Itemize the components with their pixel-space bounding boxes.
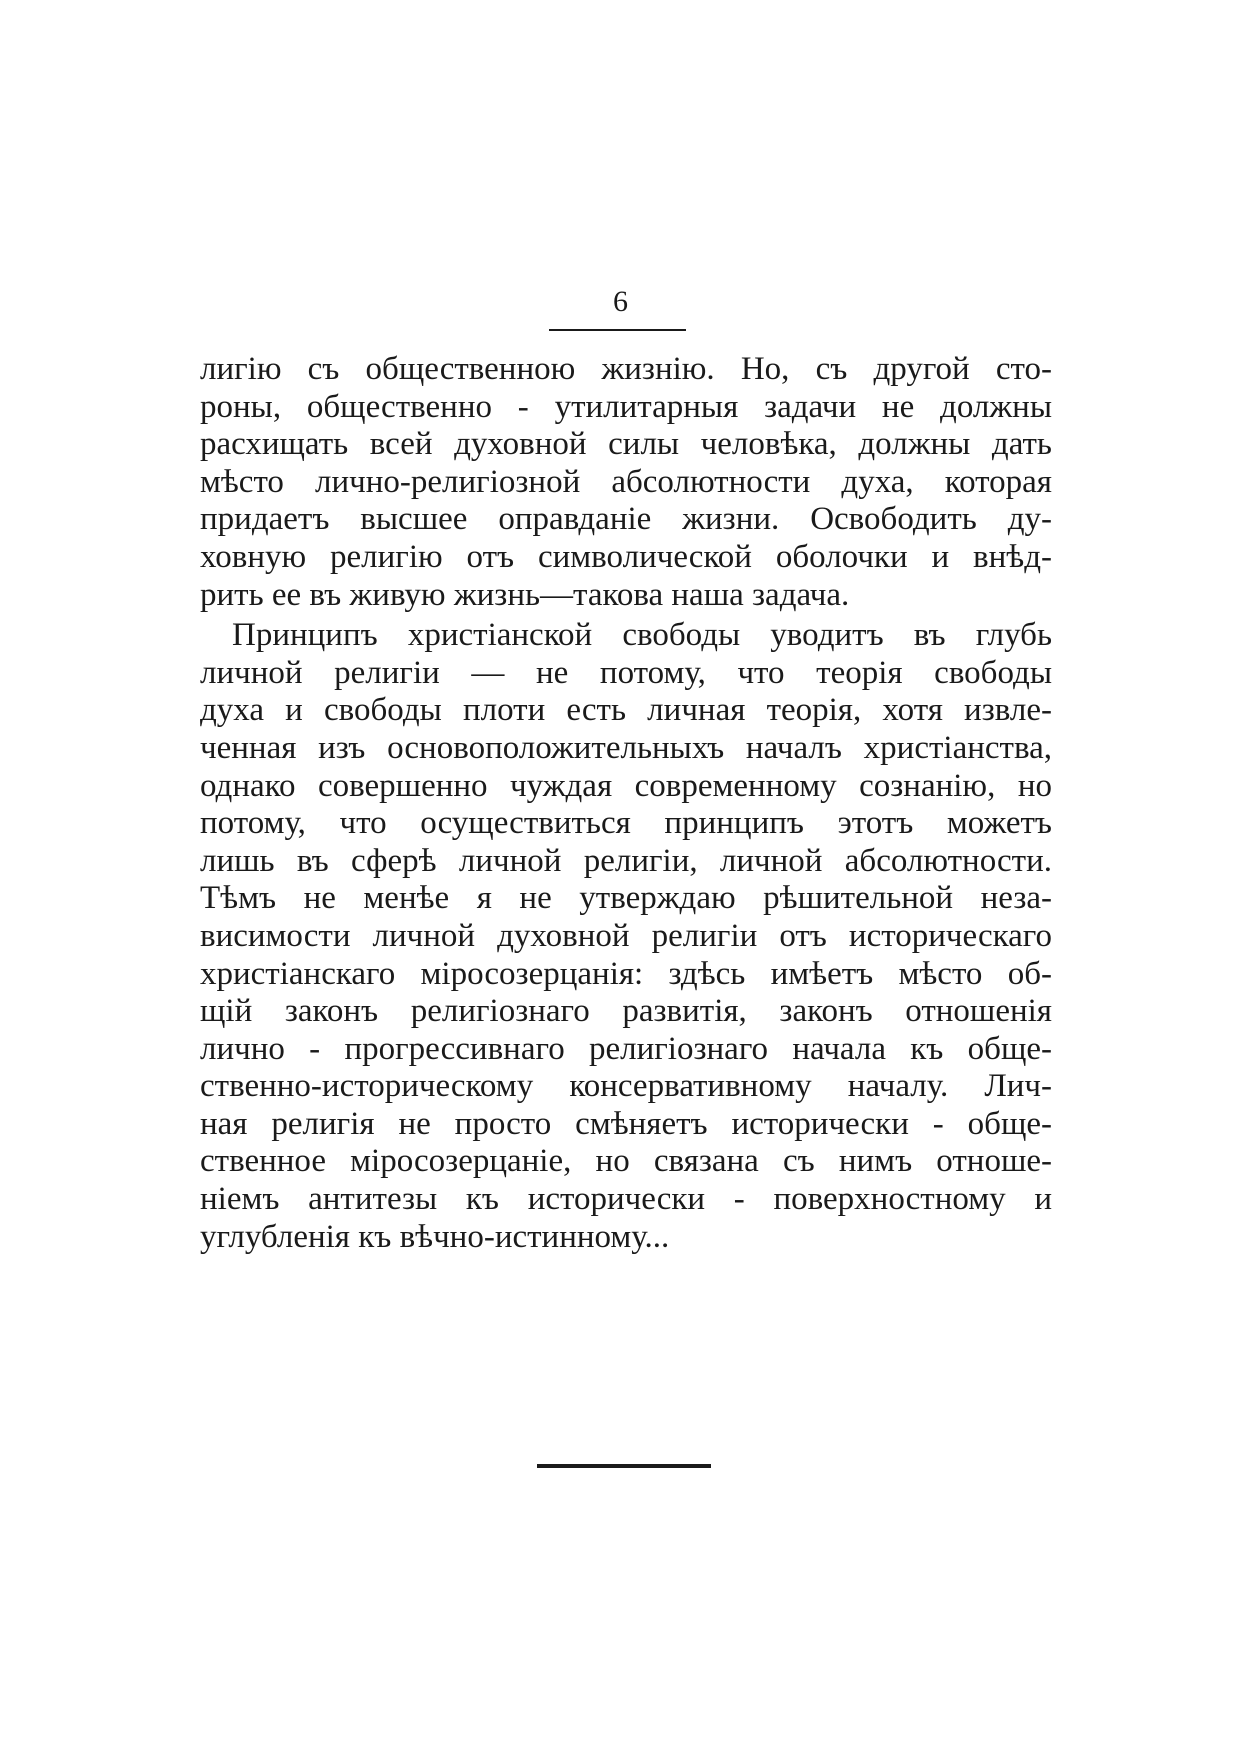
page-number: 6 <box>613 285 628 318</box>
text-line: лигію съ общественною жизнію. Но, съ другой сто- <box>200 351 1052 387</box>
text-line: христіанскаго міросозерцанія: здѣсь имѣетъ мѣсто об- <box>200 955 1052 992</box>
text-line: ченная изъ основоположительныхъ началъ христіанства, <box>200 729 1052 766</box>
end-rule <box>537 1464 711 1468</box>
text-line: мѣсто лично-религіозной абсолютности духа, которая <box>200 463 1052 500</box>
text-line: Принципъ христіанской свободы уводитъ въ глубь <box>232 617 1052 654</box>
text-line: рить ее въ живую жизнь—такова наша задача. <box>200 576 850 613</box>
text-line: лично - прогрессивнаго религіознаго начала къ обще- <box>200 1030 1052 1067</box>
paragraph-2 <box>200 617 1052 1256</box>
body-text <box>200 351 1052 1256</box>
text-line: ховную религію отъ символической оболочки и внѣд- <box>200 538 1052 575</box>
page-number-rule <box>549 329 686 331</box>
text-line: ніемъ антитезы къ исторически - поверхностному и <box>200 1181 1052 1218</box>
text-line: потому, что осуществиться принципъ этотъ можетъ <box>200 805 1052 842</box>
text-line: висимости личной духовной религіи отъ историческаго <box>200 917 1052 954</box>
text-line: Тѣмъ не менѣе я не утверждаю рѣшительной неза- <box>200 880 1052 917</box>
text-line: однако совершенно чуждая современному сознанію, но <box>200 767 1052 804</box>
text-line: щій законъ религіознаго развитія, законъ отношенія <box>200 993 1052 1030</box>
paragraph-1 <box>200 351 1052 614</box>
text-line: лишь въ сферѣ личной религіи, личной абсолютности. <box>200 842 1052 879</box>
text-line: ственное міросозерцаніе, но связана съ нимъ отноше- <box>200 1143 1052 1180</box>
text-line: расхищать всей духовной силы человѣка, должны дать <box>200 426 1052 463</box>
text-line: ственно-историческому консервативному началу. Лич- <box>200 1068 1052 1105</box>
text-line: углубленія къ вѣчно-истинному... <box>200 1218 670 1255</box>
text-line: придаетъ высшее оправданіе жизни. Освободить ду- <box>200 501 1052 538</box>
text-line: роны, общественно - утилитарныя задачи не должны <box>200 388 1052 425</box>
text-line: личной религіи — не потому, что теорія свободы <box>200 654 1052 691</box>
text-line: ная религія не просто смѣняетъ исторически - обще- <box>200 1105 1052 1142</box>
text-line: духа и свободы плоти есть личная теорія, хотя извле- <box>200 692 1052 729</box>
